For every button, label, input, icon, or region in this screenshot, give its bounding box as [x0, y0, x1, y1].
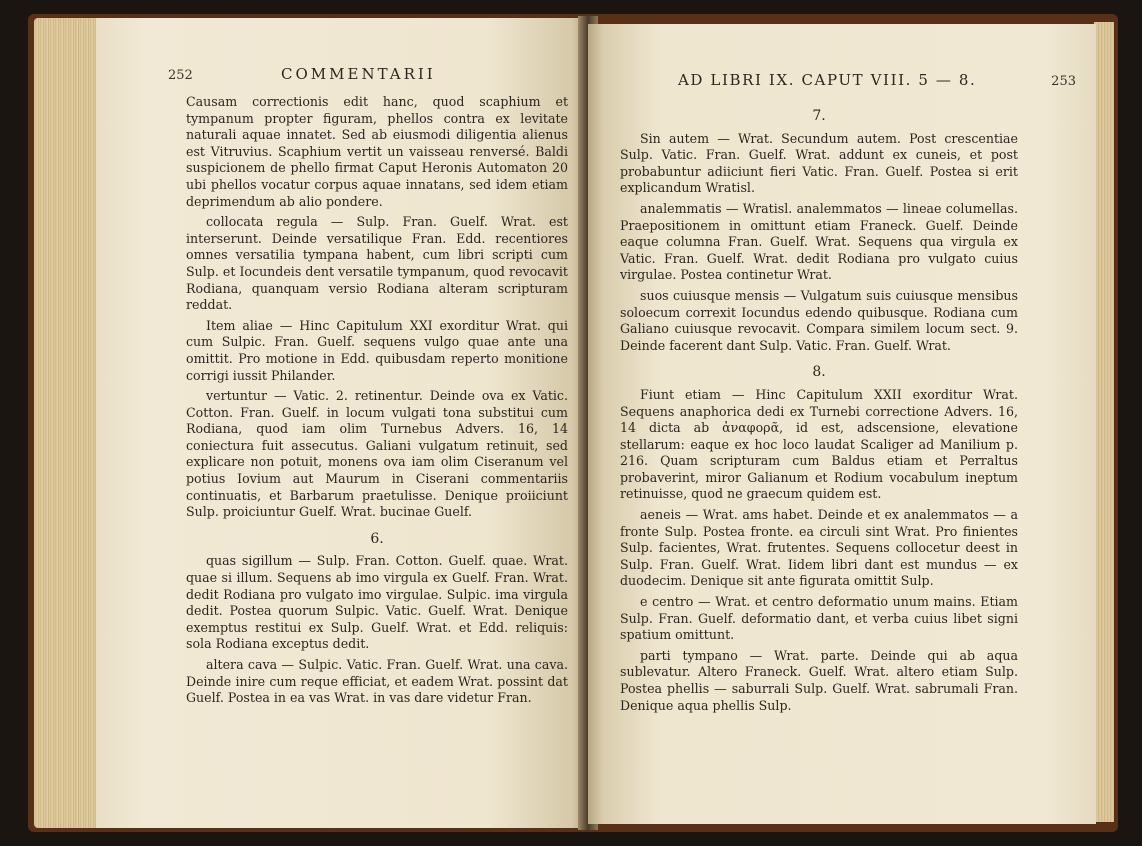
paragraph: Causam correctionis edit hanc, quod scaphium et tympanum propter figuram, phellos contra ex levitate naturali aquae innatet. Sed ab eiusmodi diligentia alienus est Vitruvius. Scaphium vertit un vaisseau renversé. Baldi suspicionem de phello firmat Caput Heronis Automaton 20 ubi phellos vocatur corpus aquae innatans, sed idem etiam deprimendum ab alio pondere.: [186, 94, 568, 209]
paragraph: analemmatis — Wratisl. analemmatos — lineae columellas. Praepositionem in omittunt etiam Franeck. Guelf. Deinde eaque columna Fran. Guelf. Wrat. Sequens qua virgula ex Vatic. Fran. Guelf. Wrat. dedit Rodiana pro vulgato cuius virgulae. Postea continetur Wrat.: [620, 200, 1018, 283]
paragraph: collocata regula — Sulp. Fran. Guelf. Wrat. est interserunt. Deinde versatilique Fran. Edd. recentiores omnes versatilia tympana habent, cum libri scripti cum Sulp. et Iocundeis dent versatile tympanum, quod revocavit Rodiana, quanquam versio Rodiana alteram scripturam reddat.: [186, 214, 568, 313]
running-head: AD LIBRI IX. CAPUT VIII. 5 — 8.: [678, 71, 977, 89]
paragraph: Fiunt etiam — Hinc Capitulum XXII exorditur Wrat. Sequens anaphorica dedi ex Turnebi correctione Advers. 16, 14 dicta ab ἀναφορᾶ, id est, adscensione, elevatione stellarum: eaque ex hoc loco laudat Scaliger ad Manilium p. 216. Quam scripturam cum Baldus etiam et Perraltus probaverint, miror Galianum et Rodium vocabulum ineptum retinuisse, quod ne graecum quidem est.: [620, 386, 1018, 502]
page-number: 253: [1051, 74, 1076, 89]
paragraph: Sin autem — Wrat. Secundum autem. Post crescentiae Sulp. Vatic. Fran. Guelf. Wrat. addunt ex cuneis, et post probabuntur adiiciunt fieri Vatic. Fran. Guelf. Postea si erit explicandum Wratisl.: [620, 130, 1018, 196]
page-edges-right: [1094, 22, 1114, 822]
right-page-text: [620, 98, 1018, 718]
section-heading: 8.: [812, 364, 826, 381]
paragraph: Item aliae — Hinc Capitulum XXI exorditur Wrat. qui cum Sulpic. Fran. Guelf. sequens vulgo quae ante una omittit. Pro motione in Edd. quibusdam reperto monitione corrigi iussit Philander.: [186, 317, 568, 383]
paragraph: parti tympano — Wrat. parte. Deinde qui ab aqua sublevatur. Altero Franeck. Guelf. Wrat. altero etiam Sulp. Postea phellis — saburrali Sulp. Guelf. Wrat. sabrumali Fran. Denique aqua phellis Sulp.: [620, 647, 1018, 713]
paragraph: altera cava — Sulpic. Vatic. Fran. Guelf. Wrat. una cava. Deinde inire cum reque efficiat, et eadem Wrat. possint dat Guelf. Postea in ea vas Wrat. in vas dare videtur Fran.: [186, 657, 568, 706]
right-page: [588, 24, 1096, 824]
page-number: 252: [168, 68, 193, 83]
paragraph: e centro — Wrat. et centro deformatio unum mains. Etiam Sulp. Fran. Guelf. deformatio dant, et verba cuius libet signi spatium omittunt.: [620, 594, 1018, 643]
paragraph: vertuntur — Vatic. 2. retinentur. Deinde ova ex Vatic. Cotton. Fran. Guelf. in locum vulgati tona substitui cum Rodiana, quod iam olim Turnebus Advers. 16, 14 coniectura fuit assecutus. Galiani vulgatum retinuit, sed explicare non potuit, monens ova iam olim Ciseranum vel potius Iovium aut Maurum in Ciserani commentariis continuatis, et Barbarum praetulisse. Denique proiiciunt Sulp. proiciuntur Guelf. Wrat. bucinae Guelf.: [186, 388, 568, 520]
paragraph: aeneis — Wrat. ams habet. Deinde et ex analemmatos — a fronte Sulp. Postea fronte. ea circuli sint Wrat. Pro finientes Sulp. facientes, Wrat. frutentes. Sequens collocetur deest in Sulp. Fran. Guelf. Wrat. Iidem libri dant est mundus — ex duodecim. Denique sit ante figurata omittit Sulp.: [620, 507, 1018, 589]
section-heading: 6.: [370, 530, 384, 547]
left-page: [96, 18, 586, 828]
section-heading: 7.: [812, 108, 826, 124]
paragraph: quas sigillum — Sulp. Fran. Cotton. Guelf. quae. Wrat. quae si illum. Sequens ab imo virgula ex Guelf. Fran. Wrat. dedit Rodiana pro vulgato imo virgulae. Sulpic. ima virgula dedit. Postea quorum Sulpic. Vatic. Guelf. Wrat. Denique exemptus restitui ex Sulp. Guelf. Wrat. et Edd. reliquis: sola Rodiana exceptus dedit.: [186, 553, 568, 652]
page-edges-left: [34, 18, 98, 828]
paragraph: suos cuiusque mensis — Vulgatum suis cuiusque mensibus soloecum correxit Iocundus edendo quibusque. Rodiana cum Galiano cuiusque revocavit. Compara similem locum sect. 9. Deinde facerent dant Sulp. Vatic. Fran. Guelf. Wrat.: [620, 287, 1018, 353]
left-page-text: [186, 94, 568, 711]
running-head: COMMENTARII: [281, 65, 436, 83]
